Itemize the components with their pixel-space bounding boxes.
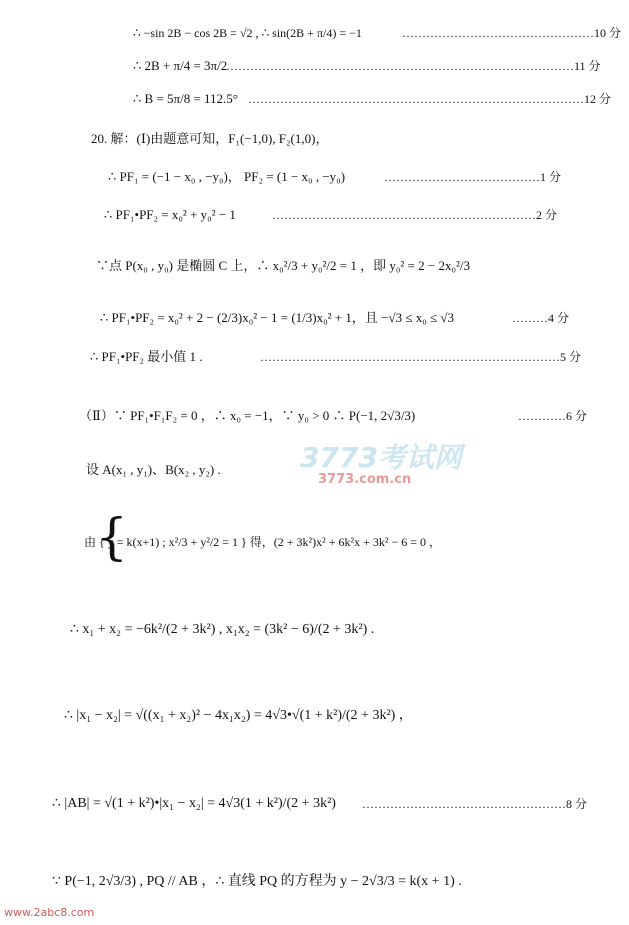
problem-heading: 20. 解：(Ⅰ)由题意可知，F₁(−1,0), F₂(1,0)，	[91, 131, 329, 146]
score-marker: …………………………………1 分	[384, 170, 562, 184]
score-marker: ……………………………………………8 分	[362, 797, 588, 811]
equation-text: ∴ PF₁•PF₂ 最小值 1 .	[90, 349, 203, 364]
score-marker: …………6 分	[518, 409, 588, 423]
score-marker: …………………………………………10 分	[402, 26, 622, 40]
equation-text: ∴ PF₁•PF₂ = x₀² + y₀² − 1	[104, 207, 236, 222]
site-watermark-logo: 3773考试网	[300, 441, 462, 474]
score-marker: …………………………………………………………………………12 分	[248, 92, 612, 106]
equation-text: ∴ |x₁ − x₂| = √((x₁ + x₂)² − 4x₁x₂) = 4√3•√(1 + k²)/(2 + 3k²) ，	[64, 708, 413, 723]
score-marker: ……………………………………………………………………………11 分	[226, 59, 601, 73]
system-brace: {	[96, 508, 128, 566]
score-marker: ………4 分	[512, 311, 570, 325]
equation-text: ∴ PF₁ = (−1 − x₀ , −y₀)， PF₂ = (1 − x₀ , −y₀)	[108, 169, 346, 184]
equation-text: ∵点 P(x₀ , y₀) 是椭圆 C 上，∴ x₀²/3 + y₀²/2 = 1 ，即 y₀² = 2 − 2x₀²/3	[96, 258, 471, 273]
equation-text: ∴ 2B + π/4 = 3π/2	[133, 58, 228, 73]
equation-text: 设 A(x₁ , y₁)、B(x₂ , y₂) .	[86, 462, 221, 477]
score-marker: …………………………………………………………2 分	[272, 208, 558, 222]
equation-text: ∵ P(−1, 2√3/3) , PQ // AB ，∴ 直线 PQ 的方程为 y − 2√3/3 = k(x + 1) .	[52, 874, 462, 889]
equation-text: ∴ B = 5π/8 = 112.5°	[133, 91, 238, 106]
footer-watermark: www.2abc8.com	[4, 906, 95, 919]
equation-text: ∴ x₁ + x₂ = −6k²/(2 + 3k²) , x₁x₂ = (3k² − 6)/(2 + 3k²) .	[70, 622, 375, 637]
score-marker: …………………………………………………………………5 分	[260, 350, 582, 364]
equation-text: 由 { y = k(x+1) ; x²/3 + y²/2 = 1 } 得，(2 + 3k²)x² + 6k²x + 3k² − 6 = 0 ，	[84, 535, 442, 549]
site-watermark-url: 3773.com.cn	[318, 472, 412, 487]
equation-text: ∴ −sin 2B − cos 2B = √2 , ∴ sin(2B + π/4) = −1	[133, 26, 362, 40]
part-two-heading: （Ⅱ）∵ PF₁•F₁F₂ = 0 ，∴ x₀ = −1，∵ y₀ > 0 ∴ P(−1, 2√3/3)	[79, 408, 416, 423]
equation-text: ∴ |AB| = √(1 + k²)•|x₁ − x₂| = 4√3(1 + k²)/(2 + 3k²)	[52, 796, 336, 811]
equation-text: ∴ PF₁•PF₂ = x₀² + 2 − (2/3)x₀² − 1 = (1/3)x₀² + 1，且 −√3 ≤ x₀ ≤ √3	[100, 310, 455, 325]
